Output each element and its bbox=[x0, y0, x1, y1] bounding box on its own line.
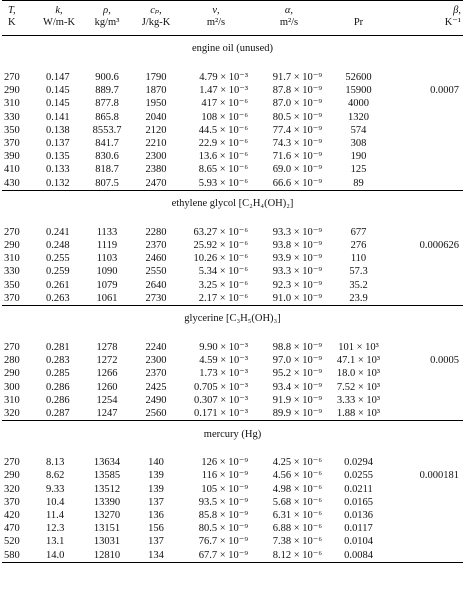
cell-temperature: 310 bbox=[4, 394, 20, 406]
table-row bbox=[2, 535, 463, 548]
cell-conductivity: 0.135 bbox=[46, 151, 70, 163]
cell-conductivity: 0.283 bbox=[46, 355, 70, 367]
cell-expansion-coefficient bbox=[391, 265, 463, 278]
cell-thermal-diffusivity: 4.56 × 10⁻⁶ bbox=[272, 470, 322, 482]
cell-kinematic-viscosity: 9.90 × 10⁻³ bbox=[199, 342, 248, 354]
table-row bbox=[2, 84, 463, 97]
cell-prandtl: 0.0165 bbox=[344, 496, 373, 508]
section-title: mercury (Hg) bbox=[203, 428, 262, 440]
cell-specific-heat: 2240 bbox=[145, 342, 167, 354]
cell-expansion-coefficient bbox=[391, 381, 463, 394]
table-row bbox=[2, 328, 463, 354]
cell-prandtl: 23.9 bbox=[349, 292, 368, 304]
cell-specific-heat: 137 bbox=[148, 536, 164, 548]
cell-expansion-coefficient bbox=[391, 367, 463, 380]
table-row bbox=[2, 394, 463, 407]
cell-thermal-diffusivity: 91.7 × 10⁻⁹ bbox=[272, 72, 322, 83]
cell-temperature: 270 bbox=[4, 72, 20, 83]
cell-kinematic-viscosity: 13.6 × 10⁻⁶ bbox=[198, 151, 248, 163]
cell-thermal-diffusivity: 89.9 × 10⁻⁹ bbox=[272, 408, 322, 420]
cell-kinematic-viscosity: 108 × 10⁻⁶ bbox=[201, 111, 248, 123]
cell-specific-heat: 136 bbox=[148, 510, 164, 522]
cell-density: 1133 bbox=[96, 226, 118, 238]
cell-expansion-coefficient bbox=[391, 328, 463, 354]
cell-kinematic-viscosity: 105 × 10⁻⁹ bbox=[201, 483, 248, 495]
cell-conductivity: 0.263 bbox=[46, 292, 70, 304]
table-row bbox=[2, 150, 463, 163]
table-row bbox=[2, 509, 463, 522]
cell-expansion-coefficient bbox=[391, 522, 463, 535]
cell-temperature: 310 bbox=[4, 98, 20, 110]
cell-kinematic-viscosity: 93.5 × 10⁻⁹ bbox=[198, 496, 248, 508]
cell-conductivity: 0.241 bbox=[46, 226, 70, 238]
table-row bbox=[2, 137, 463, 150]
cell-temperature: 300 bbox=[4, 381, 20, 393]
cell-conductivity: 12.3 bbox=[46, 523, 65, 535]
cell-temperature: 410 bbox=[4, 164, 20, 176]
cell-prandtl: 35.2 bbox=[349, 279, 368, 291]
cell-expansion-coefficient: 0.000626 bbox=[419, 240, 459, 252]
table-row bbox=[2, 177, 463, 191]
cell-expansion-coefficient bbox=[391, 443, 463, 469]
cell-density: 889.7 bbox=[95, 85, 119, 97]
cell-kinematic-viscosity: 44.5 × 10⁻⁶ bbox=[198, 124, 248, 136]
cell-specific-heat: 2490 bbox=[145, 394, 167, 406]
cell-density: 13031 bbox=[93, 536, 121, 548]
cell-specific-heat: 2040 bbox=[145, 111, 167, 123]
cell-thermal-diffusivity: 93.3 × 10⁻⁹ bbox=[272, 266, 322, 278]
cell-specific-heat: 2120 bbox=[145, 124, 167, 136]
cell-density: 1260 bbox=[96, 381, 118, 393]
cell-expansion-coefficient bbox=[391, 111, 463, 124]
cell-thermal-diffusivity: 71.6 × 10⁻⁹ bbox=[272, 151, 322, 163]
cell-thermal-diffusivity: 91.0 × 10⁻⁹ bbox=[272, 292, 322, 304]
cell-density: 877.8 bbox=[95, 98, 119, 110]
cell-thermal-diffusivity: 74.3 × 10⁻⁹ bbox=[272, 138, 322, 150]
cell-kinematic-viscosity: 80.5 × 10⁻⁹ bbox=[198, 523, 248, 535]
cell-prandtl: 0.0117 bbox=[344, 523, 373, 535]
cell-specific-heat: 2370 bbox=[145, 240, 167, 252]
cell-kinematic-viscosity: 5.34 × 10⁻⁶ bbox=[198, 266, 248, 278]
cell-kinematic-viscosity: 0.171 × 10⁻³ bbox=[194, 408, 248, 420]
table-row bbox=[2, 58, 463, 84]
cell-prandtl: 57.3 bbox=[349, 266, 368, 278]
cell-specific-heat: 137 bbox=[148, 496, 164, 508]
cell-density: 13390 bbox=[93, 496, 121, 508]
cell-expansion-coefficient bbox=[391, 535, 463, 548]
cell-thermal-diffusivity: 93.9 × 10⁻⁹ bbox=[272, 253, 322, 265]
table-row bbox=[2, 354, 463, 367]
cell-density: 13512 bbox=[93, 483, 121, 495]
cell-specific-heat: 139 bbox=[148, 470, 164, 482]
cell-density: 900.6 bbox=[95, 72, 119, 83]
cell-temperature: 350 bbox=[4, 279, 20, 291]
cell-expansion-coefficient bbox=[391, 483, 463, 496]
cell-prandtl: 52600 bbox=[345, 72, 372, 83]
cell-density: 1272 bbox=[96, 355, 118, 367]
cell-density: 13585 bbox=[93, 470, 121, 482]
cell-conductivity: 11.4 bbox=[46, 510, 64, 522]
table-row bbox=[2, 292, 463, 306]
cell-temperature: 290 bbox=[4, 240, 20, 252]
cell-temperature: 290 bbox=[4, 85, 20, 97]
cell-temperature: 310 bbox=[4, 253, 20, 265]
cell-density: 1254 bbox=[96, 394, 118, 406]
cell-density: 1079 bbox=[96, 279, 118, 291]
cell-kinematic-viscosity: 25.92 × 10⁻⁶ bbox=[193, 240, 248, 252]
cell-conductivity: 0.261 bbox=[46, 279, 70, 291]
table-row bbox=[2, 443, 463, 469]
cell-prandtl: 308 bbox=[350, 138, 367, 150]
cell-density: 830.6 bbox=[95, 151, 119, 163]
cell-expansion-coefficient bbox=[391, 58, 463, 84]
cell-prandtl: 101 × 10³ bbox=[338, 342, 379, 354]
cell-expansion-coefficient bbox=[391, 496, 463, 509]
cell-kinematic-viscosity: 67.7 × 10⁻⁹ bbox=[198, 549, 248, 561]
table-row bbox=[2, 239, 463, 252]
table-row bbox=[2, 496, 463, 509]
cell-prandtl: 276 bbox=[350, 240, 367, 252]
cell-specific-heat: 2730 bbox=[145, 292, 167, 304]
cell-density: 13634 bbox=[93, 457, 121, 469]
cell-conductivity: 0.255 bbox=[46, 253, 70, 265]
cell-prandtl: 3.33 × 10³ bbox=[336, 394, 381, 406]
cell-temperature: 280 bbox=[4, 355, 20, 367]
cell-thermal-diffusivity: 95.2 × 10⁻⁹ bbox=[272, 368, 322, 380]
cell-density: 1266 bbox=[96, 368, 118, 380]
cell-thermal-diffusivity: 87.0 × 10⁻⁹ bbox=[272, 98, 322, 110]
cell-specific-heat: 2370 bbox=[145, 368, 167, 380]
cell-thermal-diffusivity: 7.38 × 10⁻⁶ bbox=[272, 536, 322, 548]
cell-temperature: 470 bbox=[4, 523, 20, 535]
cell-density: 1247 bbox=[96, 408, 118, 420]
cell-temperature: 330 bbox=[4, 266, 20, 278]
col-header-temperature: T, K bbox=[8, 5, 16, 28]
cell-thermal-diffusivity: 91.9 × 10⁻⁹ bbox=[272, 394, 322, 406]
cell-prandtl: 110 bbox=[350, 253, 367, 265]
cell-prandtl: 15900 bbox=[345, 85, 372, 97]
cell-expansion-coefficient bbox=[391, 252, 463, 265]
cell-conductivity: 9.33 bbox=[46, 483, 65, 495]
section-title: ethylene glycol [C₂H₄(OH)₂] bbox=[171, 198, 294, 210]
table-row bbox=[2, 97, 463, 110]
cell-temperature: 370 bbox=[4, 496, 20, 508]
cell-expansion-coefficient bbox=[391, 163, 463, 176]
cell-kinematic-viscosity: 0.705 × 10⁻³ bbox=[194, 381, 248, 393]
cell-expansion-coefficient bbox=[391, 292, 463, 306]
cell-prandtl: 0.0255 bbox=[344, 470, 373, 482]
cell-temperature: 290 bbox=[4, 470, 20, 482]
cell-thermal-diffusivity: 6.31 × 10⁻⁶ bbox=[272, 510, 322, 522]
cell-temperature: 350 bbox=[4, 124, 20, 136]
col-header-specific-heat: cₚ, J/kg-K bbox=[141, 5, 171, 28]
table-body bbox=[2, 36, 463, 563]
col-header-conductivity: k, W/m-K bbox=[42, 5, 76, 28]
table-bottom-rule bbox=[2, 562, 463, 563]
cell-specific-heat: 156 bbox=[148, 523, 164, 535]
table-row bbox=[2, 111, 463, 124]
cell-density: 807.5 bbox=[95, 177, 119, 189]
cell-conductivity: 0.145 bbox=[46, 98, 70, 110]
table-row bbox=[2, 381, 463, 394]
cell-specific-heat: 140 bbox=[148, 457, 164, 469]
cell-conductivity: 0.248 bbox=[46, 240, 70, 252]
cell-conductivity: 13.1 bbox=[46, 536, 65, 548]
cell-conductivity: 8.62 bbox=[46, 470, 65, 482]
cell-prandtl: 574 bbox=[350, 124, 367, 136]
table-row bbox=[2, 367, 463, 380]
cell-specific-heat: 1790 bbox=[145, 72, 167, 83]
table-row bbox=[2, 483, 463, 496]
cell-conductivity: 0.145 bbox=[46, 85, 70, 97]
cell-conductivity: 0.286 bbox=[46, 381, 70, 393]
cell-temperature: 520 bbox=[4, 536, 20, 548]
cell-prandtl: 0.0294 bbox=[344, 457, 373, 469]
cell-expansion-coefficient: 0.000181 bbox=[419, 470, 459, 482]
section-title: engine oil (unused) bbox=[191, 43, 274, 55]
cell-kinematic-viscosity: 85.8 × 10⁻⁹ bbox=[198, 510, 248, 522]
cell-conductivity: 14.0 bbox=[46, 549, 65, 561]
col-header-thermal-diffusivity: α, m²/s bbox=[279, 5, 299, 28]
cell-prandtl: 18.0 × 10³ bbox=[336, 368, 381, 380]
col-header-kinematic-viscosity: ν, m²/s bbox=[206, 5, 226, 28]
cell-conductivity: 8.13 bbox=[46, 457, 65, 469]
cell-density: 1061 bbox=[96, 292, 118, 304]
cell-kinematic-viscosity: 417 × 10⁻⁶ bbox=[201, 98, 248, 110]
cell-thermal-diffusivity: 4.98 × 10⁻⁶ bbox=[272, 483, 322, 495]
cell-kinematic-viscosity: 2.17 × 10⁻⁶ bbox=[198, 292, 248, 304]
cell-specific-heat: 2470 bbox=[145, 177, 167, 189]
cell-density: 1103 bbox=[96, 253, 118, 265]
cell-density: 818.7 bbox=[95, 164, 119, 176]
cell-thermal-diffusivity: 77.4 × 10⁻⁹ bbox=[272, 124, 322, 136]
cell-temperature: 270 bbox=[4, 342, 20, 354]
section-title-row bbox=[2, 36, 463, 59]
cell-specific-heat: 2640 bbox=[145, 279, 167, 291]
cell-expansion-coefficient bbox=[391, 124, 463, 137]
cell-specific-heat: 1950 bbox=[145, 98, 167, 110]
cell-density: 8553.7 bbox=[92, 124, 122, 136]
cell-prandtl: 1.88 × 10³ bbox=[336, 408, 381, 420]
cell-thermal-diffusivity: 87.8 × 10⁻⁹ bbox=[272, 85, 322, 97]
cell-density: 1119 bbox=[96, 240, 118, 252]
cell-temperature: 370 bbox=[4, 292, 20, 304]
table-row bbox=[2, 279, 463, 292]
table-row bbox=[2, 522, 463, 535]
cell-kinematic-viscosity: 10.26 × 10⁻⁶ bbox=[193, 253, 248, 265]
cell-kinematic-viscosity: 63.27 × 10⁻⁶ bbox=[193, 226, 248, 238]
cell-density: 1090 bbox=[96, 266, 118, 278]
cell-kinematic-viscosity: 1.73 × 10⁻³ bbox=[199, 368, 248, 380]
cell-conductivity: 0.147 bbox=[46, 72, 70, 83]
cell-density: 865.8 bbox=[95, 111, 119, 123]
cell-conductivity: 0.132 bbox=[46, 177, 70, 189]
cell-conductivity: 10.4 bbox=[46, 496, 65, 508]
cell-expansion-coefficient bbox=[391, 279, 463, 292]
cell-kinematic-viscosity: 4.79 × 10⁻³ bbox=[199, 72, 248, 83]
cell-density: 1278 bbox=[96, 342, 118, 354]
cell-kinematic-viscosity: 4.59 × 10⁻³ bbox=[199, 355, 248, 367]
cell-expansion-coefficient: 0.0005 bbox=[430, 355, 459, 367]
cell-conductivity: 0.286 bbox=[46, 394, 70, 406]
cell-conductivity: 0.259 bbox=[46, 266, 70, 278]
table-row bbox=[2, 124, 463, 137]
cell-density: 841.7 bbox=[95, 138, 119, 150]
cell-conductivity: 0.138 bbox=[46, 124, 70, 136]
cell-temperature: 270 bbox=[4, 226, 20, 238]
cell-specific-heat: 2560 bbox=[145, 408, 167, 420]
cell-prandtl: 89 bbox=[353, 177, 364, 189]
cell-specific-heat: 134 bbox=[148, 549, 164, 561]
cell-thermal-diffusivity: 80.5 × 10⁻⁹ bbox=[272, 111, 322, 123]
cell-kinematic-viscosity: 116 × 10⁻⁹ bbox=[201, 470, 248, 482]
col-header-density: ρ, kg/m³ bbox=[94, 5, 120, 28]
cell-expansion-coefficient bbox=[391, 509, 463, 522]
table-row bbox=[2, 549, 463, 563]
cell-thermal-diffusivity: 66.6 × 10⁻⁹ bbox=[272, 177, 322, 189]
cell-thermal-diffusivity: 97.0 × 10⁻⁹ bbox=[272, 355, 322, 367]
cell-specific-heat: 2460 bbox=[145, 253, 167, 265]
cell-density: 12810 bbox=[93, 549, 121, 561]
cell-specific-heat: 2280 bbox=[145, 226, 167, 238]
cell-kinematic-viscosity: 22.9 × 10⁻⁶ bbox=[198, 138, 248, 150]
cell-kinematic-viscosity: 8.65 × 10⁻⁶ bbox=[198, 164, 248, 176]
cell-temperature: 420 bbox=[4, 510, 20, 522]
section-title: glycerine [C₃H₅(OH)₃] bbox=[184, 313, 281, 325]
col-header-expansion-coefficient: β, K⁻¹ bbox=[444, 5, 461, 28]
cell-kinematic-viscosity: 126 × 10⁻⁹ bbox=[201, 457, 248, 469]
cell-kinematic-viscosity: 1.47 × 10⁻³ bbox=[199, 85, 248, 97]
cell-thermal-diffusivity: 93.4 × 10⁻⁹ bbox=[272, 381, 322, 393]
cell-expansion-coefficient bbox=[391, 213, 463, 239]
cell-thermal-diffusivity: 69.0 × 10⁻⁹ bbox=[272, 164, 322, 176]
cell-thermal-diffusivity: 93.3 × 10⁻⁹ bbox=[272, 226, 322, 238]
cell-conductivity: 0.281 bbox=[46, 342, 70, 354]
cell-specific-heat: 139 bbox=[148, 483, 164, 495]
header-row bbox=[2, 1, 463, 36]
cell-thermal-diffusivity: 92.3 × 10⁻⁹ bbox=[272, 279, 322, 291]
cell-prandtl: 47.1 × 10³ bbox=[336, 355, 381, 367]
cell-specific-heat: 2380 bbox=[145, 164, 167, 176]
cell-prandtl: 0.0084 bbox=[344, 549, 373, 561]
cell-specific-heat: 1870 bbox=[145, 85, 167, 97]
cell-temperature: 580 bbox=[4, 549, 20, 561]
cell-temperature: 370 bbox=[4, 138, 20, 150]
cell-prandtl: 125 bbox=[350, 164, 367, 176]
cell-thermal-diffusivity: 93.8 × 10⁻⁹ bbox=[272, 240, 322, 252]
cell-prandtl: 7.52 × 10³ bbox=[336, 381, 381, 393]
section-title-row bbox=[2, 421, 463, 443]
table-row bbox=[2, 469, 463, 482]
cell-kinematic-viscosity: 3.25 × 10⁻⁶ bbox=[198, 279, 248, 291]
cell-expansion-coefficient bbox=[391, 150, 463, 163]
cell-conductivity: 0.133 bbox=[46, 164, 70, 176]
cell-prandtl: 0.0104 bbox=[344, 536, 373, 548]
cell-temperature: 320 bbox=[4, 483, 20, 495]
cell-prandtl: 4000 bbox=[348, 98, 369, 110]
cell-density: 13151 bbox=[93, 523, 121, 535]
cell-specific-heat: 2300 bbox=[145, 151, 167, 163]
cell-expansion-coefficient: 0.0007 bbox=[430, 85, 459, 97]
cell-temperature: 320 bbox=[4, 408, 20, 420]
cell-expansion-coefficient bbox=[391, 407, 463, 421]
cell-thermal-diffusivity: 8.12 × 10⁻⁶ bbox=[272, 549, 322, 561]
cell-prandtl: 0.0211 bbox=[344, 483, 373, 495]
properties-table bbox=[2, 0, 463, 563]
col-header-prandtl: Pr bbox=[353, 17, 364, 28]
cell-temperature: 390 bbox=[4, 151, 20, 163]
cell-conductivity: 0.141 bbox=[46, 111, 70, 123]
cell-prandtl: 677 bbox=[350, 226, 367, 238]
cell-expansion-coefficient bbox=[391, 177, 463, 191]
cell-kinematic-viscosity: 76.7 × 10⁻⁹ bbox=[198, 536, 248, 548]
table-row bbox=[2, 407, 463, 421]
table-row bbox=[2, 252, 463, 265]
cell-kinematic-viscosity: 5.93 × 10⁻⁶ bbox=[198, 177, 248, 189]
cell-specific-heat: 2425 bbox=[145, 381, 167, 393]
table-row bbox=[2, 213, 463, 239]
cell-specific-heat: 2550 bbox=[145, 266, 167, 278]
cell-density: 13270 bbox=[93, 510, 121, 522]
cell-expansion-coefficient bbox=[391, 394, 463, 407]
cell-thermal-diffusivity: 98.8 × 10⁻⁹ bbox=[272, 342, 322, 354]
cell-expansion-coefficient bbox=[391, 549, 463, 563]
table-row bbox=[2, 265, 463, 278]
cell-kinematic-viscosity: 0.307 × 10⁻³ bbox=[194, 394, 248, 406]
cell-conductivity: 0.287 bbox=[46, 408, 70, 420]
cell-temperature: 330 bbox=[4, 111, 20, 123]
section-title-row bbox=[2, 191, 463, 213]
cell-thermal-diffusivity: 4.25 × 10⁻⁶ bbox=[272, 457, 322, 469]
cell-temperature: 290 bbox=[4, 368, 20, 380]
cell-temperature: 430 bbox=[4, 177, 20, 189]
cell-conductivity: 0.137 bbox=[46, 138, 70, 150]
section-title-row bbox=[2, 306, 463, 328]
cell-prandtl: 1320 bbox=[348, 111, 369, 123]
cell-conductivity: 0.285 bbox=[46, 368, 70, 380]
cell-expansion-coefficient bbox=[391, 137, 463, 150]
cell-expansion-coefficient bbox=[391, 97, 463, 110]
cell-specific-heat: 2210 bbox=[145, 138, 167, 150]
cell-prandtl: 0.0136 bbox=[344, 510, 373, 522]
table-row bbox=[2, 163, 463, 176]
cell-specific-heat: 2300 bbox=[145, 355, 167, 367]
cell-thermal-diffusivity: 5.68 × 10⁻⁶ bbox=[272, 496, 322, 508]
cell-temperature: 270 bbox=[4, 457, 20, 469]
cell-thermal-diffusivity: 6.88 × 10⁻⁶ bbox=[272, 523, 322, 535]
cell-prandtl: 190 bbox=[350, 151, 367, 163]
